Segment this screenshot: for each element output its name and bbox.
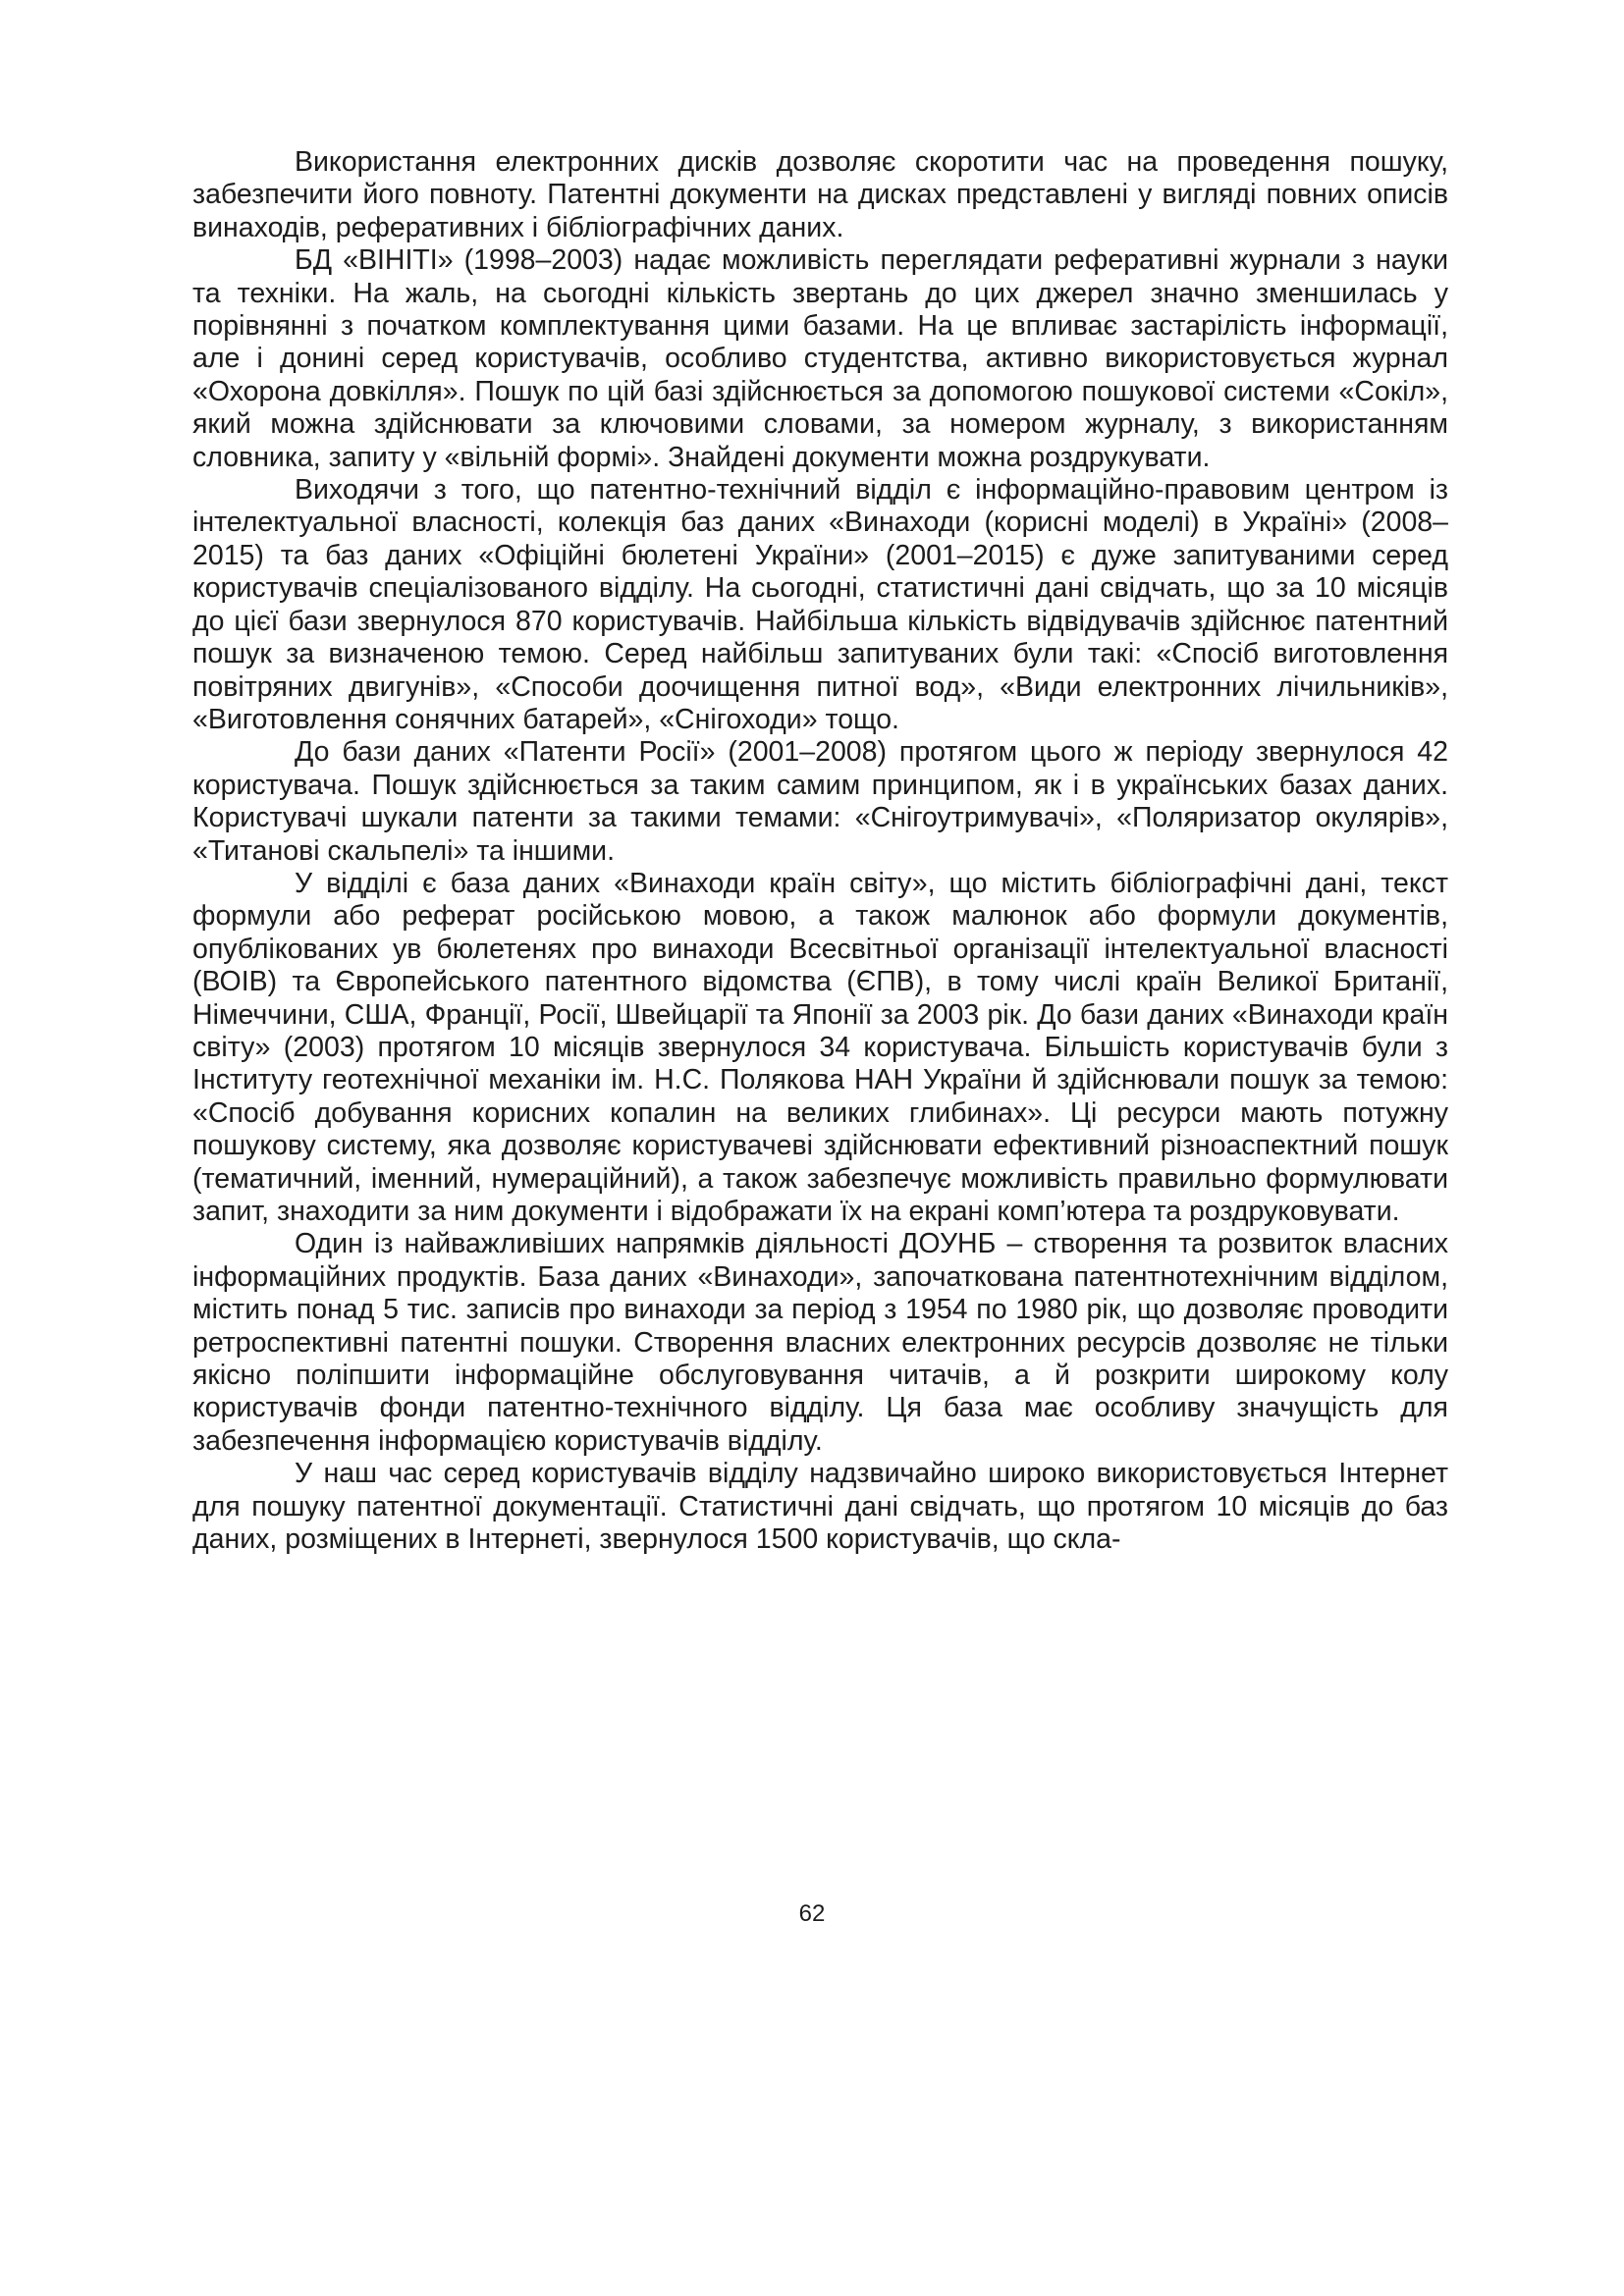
paragraph-patent-department: Виходячи з того, що патентно-технічний відділ є інформаційно-правовим центром із інтелектуальної власності, колекція баз даних «Винаходи (корисні моделі) в Україні» (2008–2015) та баз даних «Офіційні бюлетені України» (2001–2015) є дуже запитуваними серед користувачів спеціалізованого відділу. На сьогодні, статистичні дані свідчать, що за 10 місяців до цієї бази звернулося 870 користувачів. Найбільша кількість відвідувачів здійснює патентний пошук за визначеною темою. Серед найбільш запитуваних були такі: «Спосіб виготовлення повітряних двигунів», «Способи доочищення питної вод», «Види електронних лічильників», «Виготовлення сонячних батарей», «Снігоходи» тощо. — [192, 474, 1448, 735]
paragraph-world-inventions: У відділі є база даних «Винаходи країн світу», що містить бібліографічні дані, текст формули або реферат російською мовою, а також малюнок або формули документів, опублікованих ув бюлетенях про винаходи Всесвітньої організації інтелектуальної власності (ВОІВ) та Європейського патентного відомства (ЄПВ), в тому числі країн Великої Британії, Німеччини, США, Франції, Росії, Швейцарії та Японії за 2003 рік. До бази даних «Винаходи країн світу» (2003) протягом 10 місяців звернулося 34 користувача. Більшість користувачів були з Інституту геотехнічної механіки ім. Н.С. Полякова НАН України й здійснювали пошук за темою: «Спосіб добування корисних копалин на великих глибинах». Ці ресурси мають потужну пошукову систему, яка дозволяє користувачеві здійснювати ефективний різноаспектний пошук (тематичний, іменний, нумераційний), а також забезпечує можливість правильно формулювати запит, знаходити за ним документи і відображати їх на екрані комп’ютера та роздруковувати. — [192, 867, 1448, 1227]
paragraph-russian-patents: До бази даних «Патенти Росії» (2001–2008) протягом цього ж періоду звернулося 42 користувача. Пошук здійснюється за таким самим принципом, як і в українських базах даних. Користувачі шукали патенти за такими темами: «Снігоутримувачі», «Поляризатор окулярів», «Титанові скальпелі» та іншими. — [192, 736, 1448, 867]
page-number: 62 — [798, 1900, 826, 1927]
paragraph-internet-use: У наш час серед користувачів відділу надзвичайно широко використовується Інтернет для пошуку патентної документації. Статистичні дані свідчать, що протягом 10 місяців до баз даних, розміщених в Інтернеті, звернулося 1500 користувачів, що скла- — [192, 1458, 1448, 1556]
paragraph-electronic-disks: Використання електронних дисків дозволяє скоротити час на проведення пошуку, забезпечити його повноту. Патентні документи на дисках представлені у вигляді повних описів винаходів, реферативних і бібліографічних даних. — [192, 146, 1448, 243]
paragraph-own-products: Один із найважливіших напрямків діяльності ДОУНБ – створення та розвиток власних інформаційних продуктів. База даних «Винаходи», започаткована патентнотехнічним відділом, містить понад 5 тис. записів про винаходи за період з 1954 по 1980 рік, що дозволяє проводити ретроспективні патентні пошуки. Створення власних електронних ресурсів дозволяє не тільки якісно поліпшити інформаційне обслуговування читачів, а й розкрити широкому колу користувачів фонди патентно-технічного відділу. Ця база має особливу значущість для забезпечення інформацією користувачів відділу. — [192, 1228, 1448, 1457]
paragraph-viniti-database: БД «ВІНІТІ» (1998–2003) надає можливість переглядати реферативні журнали з науки та техніки. На жаль, на сьогодні кількість звертань до цих джерел значно зменшилась у порівнянні з початком комплектування цими базами. На це впливає застарілість інформації, але і донині серед користувачів, особливо студентства, активно використовується журнал «Охорона довкілля». Пошук по цій базі здійснюється за допомогою пошукової системи «Сокіл», який можна здійснювати за ключовими словами, за номером журналу, з використанням словника, запиту у «вільній формі». Знайдені документи можна роздрукувати. — [192, 244, 1448, 473]
body-text — [192, 146, 1448, 1556]
